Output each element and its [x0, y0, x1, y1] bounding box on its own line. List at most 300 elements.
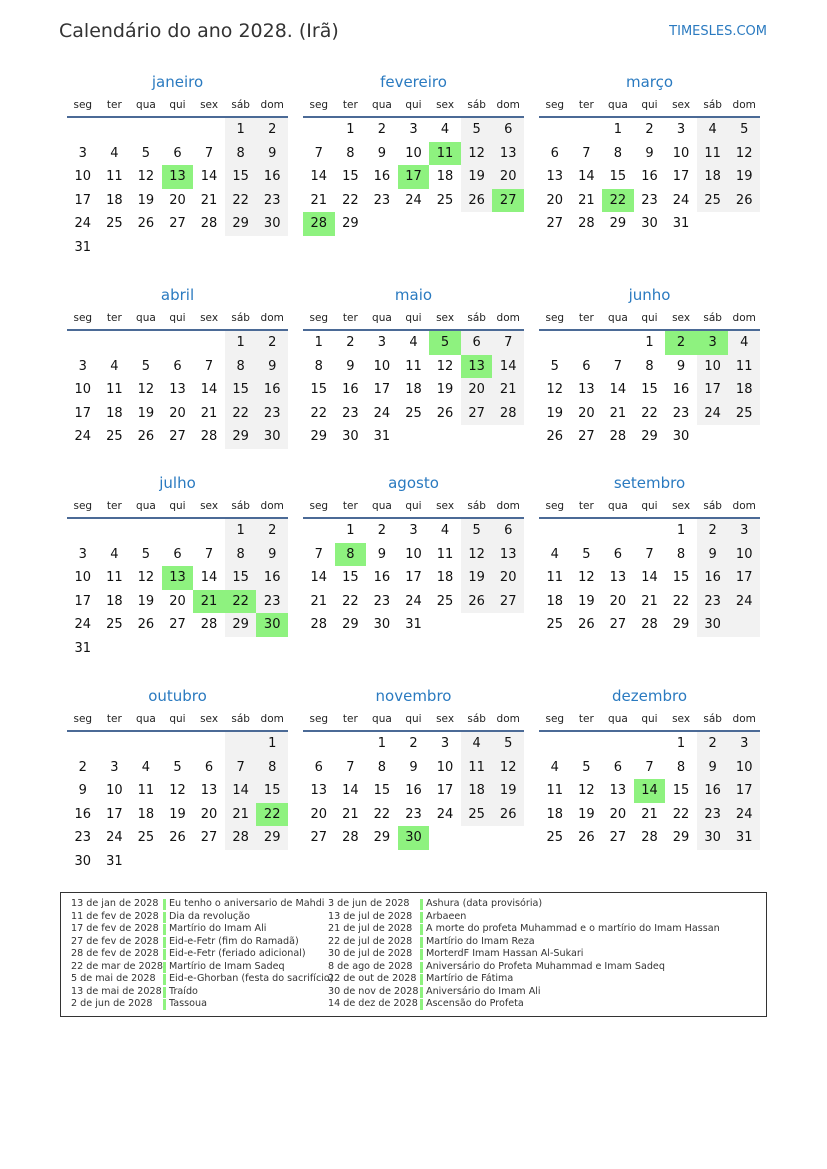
- day-cell[interactable]: 2: [377, 122, 387, 137]
- day-cell[interactable]: 7: [645, 546, 654, 562]
- day-cell[interactable]: 8: [645, 358, 654, 374]
- day-cell[interactable]: 25: [106, 216, 123, 232]
- day-cell[interactable]: 15: [225, 378, 257, 402]
- day-cell[interactable]: 14: [634, 779, 666, 803]
- day-cell[interactable]: 17: [436, 783, 454, 799]
- day-cell[interactable]: 21: [225, 803, 257, 827]
- day-cell[interactable]: 24: [74, 617, 92, 633]
- day-cell[interactable]: 7: [346, 759, 355, 775]
- day-cell[interactable]: 26: [578, 617, 595, 633]
- day-cell[interactable]: 24: [373, 405, 391, 421]
- day-cell[interactable]: 31: [106, 853, 123, 869]
- day-cell[interactable]: 24: [436, 806, 454, 822]
- day-cell[interactable]: 3: [78, 358, 87, 374]
- day-cell[interactable]: 27: [169, 216, 186, 232]
- day-cell[interactable]: 9: [377, 145, 387, 161]
- day-cell[interactable]: 9: [256, 142, 288, 166]
- day-cell[interactable]: 28: [609, 429, 627, 445]
- day-cell[interactable]: 10: [672, 145, 690, 161]
- day-cell[interactable]: 22: [256, 803, 288, 827]
- day-cell[interactable]: 24: [74, 429, 92, 445]
- day-cell[interactable]: 29: [256, 826, 288, 850]
- day-cell[interactable]: 18: [461, 779, 493, 803]
- day-cell[interactable]: 20: [169, 593, 186, 609]
- day-cell[interactable]: 5: [461, 519, 493, 543]
- day-cell[interactable]: 17: [672, 169, 690, 185]
- day-cell[interactable]: 1: [676, 523, 686, 538]
- day-cell[interactable]: 13: [162, 165, 194, 189]
- day-cell[interactable]: 20: [609, 593, 627, 609]
- day-cell[interactable]: 24: [728, 803, 760, 827]
- day-cell[interactable]: 9: [377, 546, 387, 562]
- day-cell[interactable]: 12: [436, 358, 454, 374]
- day-cell[interactable]: 7: [314, 145, 323, 161]
- day-cell[interactable]: 13: [609, 783, 627, 799]
- day-cell[interactable]: 11: [405, 358, 422, 374]
- day-cell[interactable]: 31: [728, 826, 760, 850]
- day-cell[interactable]: 19: [578, 593, 595, 609]
- day-cell[interactable]: 2: [256, 519, 288, 543]
- day-cell[interactable]: 22: [225, 189, 257, 213]
- day-cell[interactable]: 14: [578, 169, 595, 185]
- day-cell[interactable]: 19: [436, 382, 454, 398]
- day-cell[interactable]: 26: [461, 189, 493, 213]
- day-cell[interactable]: 30: [398, 826, 430, 850]
- day-cell[interactable]: 11: [697, 142, 729, 166]
- day-cell[interactable]: 14: [609, 382, 627, 398]
- day-cell[interactable]: 23: [405, 806, 422, 822]
- day-cell[interactable]: 12: [169, 783, 186, 799]
- day-cell[interactable]: 27: [310, 830, 328, 846]
- day-cell[interactable]: 4: [440, 122, 450, 137]
- day-cell[interactable]: 17: [398, 165, 430, 189]
- day-cell[interactable]: 10: [697, 355, 729, 379]
- day-cell[interactable]: 10: [74, 382, 92, 398]
- day-cell[interactable]: 15: [609, 169, 627, 185]
- day-cell[interactable]: 28: [641, 617, 658, 633]
- day-cell[interactable]: 2: [665, 331, 697, 355]
- day-cell[interactable]: 24: [697, 402, 729, 426]
- day-cell[interactable]: 18: [106, 593, 123, 609]
- day-cell[interactable]: 23: [672, 405, 690, 421]
- day-cell[interactable]: 6: [582, 358, 591, 374]
- day-cell[interactable]: 18: [405, 382, 422, 398]
- day-cell[interactable]: 16: [256, 165, 288, 189]
- day-cell[interactable]: 19: [137, 192, 155, 208]
- day-cell[interactable]: 4: [461, 732, 493, 756]
- day-cell[interactable]: 16: [672, 382, 690, 398]
- day-cell[interactable]: 26: [137, 216, 155, 232]
- day-cell[interactable]: 18: [106, 192, 123, 208]
- day-cell[interactable]: 22: [672, 806, 690, 822]
- day-cell[interactable]: 20: [310, 806, 328, 822]
- day-cell[interactable]: 15: [672, 570, 690, 586]
- day-cell[interactable]: 11: [728, 355, 760, 379]
- day-cell[interactable]: 9: [697, 543, 729, 567]
- day-cell[interactable]: 12: [578, 570, 595, 586]
- day-cell[interactable]: 6: [461, 331, 493, 355]
- day-cell[interactable]: 30: [697, 613, 729, 637]
- day-cell[interactable]: 5: [728, 118, 760, 142]
- day-cell[interactable]: 30: [342, 429, 359, 445]
- day-cell[interactable]: 13: [162, 566, 194, 590]
- day-cell[interactable]: 17: [74, 192, 92, 208]
- day-cell[interactable]: 25: [728, 402, 760, 426]
- day-cell[interactable]: 5: [492, 732, 524, 756]
- day-cell[interactable]: 3: [78, 546, 87, 562]
- day-cell[interactable]: 19: [546, 405, 564, 421]
- day-cell[interactable]: 6: [613, 546, 623, 562]
- day-cell[interactable]: 8: [613, 145, 623, 161]
- day-cell[interactable]: 16: [405, 783, 422, 799]
- day-cell[interactable]: 12: [728, 142, 760, 166]
- day-cell[interactable]: 22: [641, 405, 658, 421]
- day-cell[interactable]: 23: [373, 192, 391, 208]
- day-cell[interactable]: 8: [346, 145, 355, 161]
- day-cell[interactable]: 16: [641, 169, 658, 185]
- day-cell[interactable]: 1: [225, 118, 257, 142]
- day-cell[interactable]: 8: [314, 358, 323, 374]
- day-cell[interactable]: 24: [74, 216, 92, 232]
- day-cell[interactable]: 18: [546, 593, 564, 609]
- day-cell[interactable]: 4: [110, 145, 119, 161]
- day-cell[interactable]: 21: [200, 192, 218, 208]
- day-cell[interactable]: 22: [225, 402, 257, 426]
- day-cell[interactable]: 20: [492, 165, 524, 189]
- day-cell[interactable]: 12: [492, 756, 524, 780]
- day-cell[interactable]: 13: [200, 783, 218, 799]
- day-cell[interactable]: 18: [728, 378, 760, 402]
- day-cell[interactable]: 18: [697, 165, 729, 189]
- day-cell[interactable]: 13: [609, 570, 627, 586]
- day-cell[interactable]: 29: [373, 830, 391, 846]
- day-cell[interactable]: 7: [645, 759, 654, 775]
- day-cell[interactable]: 29: [609, 216, 627, 232]
- day-cell[interactable]: 30: [256, 613, 288, 637]
- day-cell[interactable]: 25: [546, 617, 564, 633]
- day-cell[interactable]: 3: [440, 736, 450, 751]
- day-cell[interactable]: 31: [373, 429, 391, 445]
- day-cell[interactable]: 15: [225, 165, 257, 189]
- day-cell[interactable]: 16: [697, 566, 729, 590]
- day-cell[interactable]: 1: [314, 335, 323, 350]
- day-cell[interactable]: 4: [110, 546, 119, 562]
- day-cell[interactable]: 18: [106, 405, 123, 421]
- day-cell[interactable]: 25: [405, 405, 422, 421]
- day-cell[interactable]: 1: [613, 122, 623, 137]
- day-cell[interactable]: 8: [225, 355, 257, 379]
- day-cell[interactable]: 24: [405, 593, 422, 609]
- day-cell[interactable]: 15: [373, 783, 391, 799]
- day-cell[interactable]: 22: [342, 593, 359, 609]
- day-cell[interactable]: 27: [492, 590, 524, 614]
- day-cell[interactable]: 14: [200, 382, 218, 398]
- day-cell[interactable]: 15: [672, 783, 690, 799]
- day-cell[interactable]: 1: [346, 122, 355, 137]
- brand-link[interactable]: TIMESLES.COM: [669, 24, 767, 39]
- day-cell[interactable]: 26: [546, 429, 564, 445]
- day-cell[interactable]: 4: [550, 546, 559, 562]
- day-cell[interactable]: 18: [137, 806, 155, 822]
- day-cell[interactable]: 16: [697, 779, 729, 803]
- day-cell[interactable]: 14: [200, 169, 218, 185]
- day-cell[interactable]: 17: [697, 378, 729, 402]
- day-cell[interactable]: 13: [310, 783, 328, 799]
- day-cell[interactable]: 2: [78, 759, 87, 775]
- day-cell[interactable]: 6: [613, 759, 623, 775]
- day-cell[interactable]: 21: [310, 593, 328, 609]
- day-cell[interactable]: 6: [550, 145, 559, 161]
- day-cell[interactable]: 7: [492, 331, 524, 355]
- day-cell[interactable]: 3: [728, 732, 760, 756]
- day-cell[interactable]: 23: [697, 590, 729, 614]
- day-cell[interactable]: 27: [609, 617, 627, 633]
- day-cell[interactable]: 12: [578, 783, 595, 799]
- day-cell[interactable]: 27: [546, 216, 564, 232]
- day-cell[interactable]: 12: [461, 142, 493, 166]
- day-cell[interactable]: 30: [256, 212, 288, 236]
- day-cell[interactable]: 23: [256, 590, 288, 614]
- day-cell[interactable]: 25: [461, 803, 493, 827]
- day-cell[interactable]: 20: [546, 192, 564, 208]
- day-cell[interactable]: 26: [728, 189, 760, 213]
- day-cell[interactable]: 13: [169, 382, 186, 398]
- day-cell[interactable]: 9: [645, 145, 654, 161]
- day-cell[interactable]: 21: [310, 192, 328, 208]
- day-cell[interactable]: 8: [676, 546, 686, 562]
- day-cell[interactable]: 28: [200, 429, 218, 445]
- day-cell[interactable]: 22: [602, 189, 634, 213]
- day-cell[interactable]: 14: [492, 355, 524, 379]
- day-cell[interactable]: 28: [342, 830, 359, 846]
- day-cell[interactable]: 10: [405, 145, 422, 161]
- day-cell[interactable]: 26: [492, 803, 524, 827]
- day-cell[interactable]: 19: [461, 566, 493, 590]
- day-cell[interactable]: 14: [310, 570, 328, 586]
- day-cell[interactable]: 27: [200, 830, 218, 846]
- day-cell[interactable]: 16: [373, 570, 391, 586]
- day-cell[interactable]: 4: [110, 358, 119, 374]
- day-cell[interactable]: 2: [256, 331, 288, 355]
- day-cell[interactable]: 6: [173, 358, 182, 374]
- day-cell[interactable]: 13: [492, 543, 524, 567]
- day-cell[interactable]: 19: [137, 593, 155, 609]
- day-cell[interactable]: 25: [546, 830, 564, 846]
- day-cell[interactable]: 25: [697, 189, 729, 213]
- day-cell[interactable]: 14: [225, 779, 257, 803]
- day-cell[interactable]: 1: [377, 736, 387, 751]
- day-cell[interactable]: 29: [310, 429, 328, 445]
- day-cell[interactable]: 17: [405, 570, 422, 586]
- day-cell[interactable]: 23: [256, 189, 288, 213]
- day-cell[interactable]: 2: [377, 523, 387, 538]
- day-cell[interactable]: 1: [676, 736, 686, 751]
- day-cell[interactable]: 27: [578, 429, 595, 445]
- day-cell[interactable]: 29: [225, 212, 257, 236]
- day-cell[interactable]: 9: [256, 355, 288, 379]
- day-cell[interactable]: 14: [200, 570, 218, 586]
- day-cell[interactable]: 11: [461, 756, 493, 780]
- day-cell[interactable]: 26: [436, 405, 454, 421]
- day-cell[interactable]: 13: [578, 382, 595, 398]
- day-cell[interactable]: 2: [256, 118, 288, 142]
- day-cell[interactable]: 17: [74, 405, 92, 421]
- day-cell[interactable]: 30: [256, 425, 288, 449]
- day-cell[interactable]: 26: [169, 830, 186, 846]
- day-cell[interactable]: 11: [546, 783, 564, 799]
- day-cell[interactable]: 27: [169, 429, 186, 445]
- day-cell[interactable]: 23: [641, 192, 658, 208]
- day-cell[interactable]: 6: [173, 145, 182, 161]
- day-cell[interactable]: 12: [461, 543, 493, 567]
- day-cell[interactable]: 26: [137, 617, 155, 633]
- day-cell[interactable]: 16: [74, 806, 92, 822]
- day-cell[interactable]: 14: [641, 570, 658, 586]
- day-cell[interactable]: 31: [74, 239, 92, 255]
- day-cell[interactable]: 20: [169, 192, 186, 208]
- day-cell[interactable]: 31: [74, 640, 92, 656]
- day-cell[interactable]: 4: [409, 335, 418, 350]
- day-cell[interactable]: 20: [200, 806, 218, 822]
- day-cell[interactable]: 23: [697, 803, 729, 827]
- day-cell[interactable]: 28: [578, 216, 595, 232]
- day-cell[interactable]: 2: [645, 122, 654, 137]
- day-cell[interactable]: 29: [672, 830, 690, 846]
- day-cell[interactable]: 20: [492, 566, 524, 590]
- day-cell[interactable]: 28: [200, 617, 218, 633]
- day-cell[interactable]: 30: [641, 216, 658, 232]
- day-cell[interactable]: 23: [256, 402, 288, 426]
- day-cell[interactable]: 13: [492, 142, 524, 166]
- day-cell[interactable]: 19: [461, 165, 493, 189]
- day-cell[interactable]: 16: [256, 378, 288, 402]
- day-cell[interactable]: 6: [173, 546, 182, 562]
- day-cell[interactable]: 8: [225, 142, 257, 166]
- day-cell[interactable]: 4: [440, 523, 450, 538]
- day-cell[interactable]: 28: [200, 216, 218, 232]
- day-cell[interactable]: 31: [405, 617, 422, 633]
- day-cell[interactable]: 7: [204, 358, 214, 374]
- day-cell[interactable]: 28: [641, 830, 658, 846]
- day-cell[interactable]: 21: [641, 593, 658, 609]
- day-cell[interactable]: 15: [310, 382, 328, 398]
- day-cell[interactable]: 10: [74, 570, 92, 586]
- day-cell[interactable]: 1: [256, 732, 288, 756]
- day-cell[interactable]: 21: [200, 405, 218, 421]
- day-cell[interactable]: 30: [672, 429, 690, 445]
- day-cell[interactable]: 3: [728, 519, 760, 543]
- day-cell[interactable]: 26: [578, 830, 595, 846]
- day-cell[interactable]: 25: [106, 617, 123, 633]
- day-cell[interactable]: 20: [461, 378, 493, 402]
- day-cell[interactable]: 20: [169, 405, 186, 421]
- day-cell[interactable]: 2: [697, 519, 729, 543]
- day-cell[interactable]: 30: [697, 826, 729, 850]
- day-cell[interactable]: 9: [78, 783, 87, 799]
- day-cell[interactable]: 11: [106, 382, 123, 398]
- day-cell[interactable]: 17: [74, 593, 92, 609]
- day-cell[interactable]: 7: [582, 145, 591, 161]
- day-cell[interactable]: 1: [225, 331, 257, 355]
- day-cell[interactable]: 15: [225, 566, 257, 590]
- day-cell[interactable]: 21: [342, 806, 359, 822]
- day-cell[interactable]: 16: [256, 566, 288, 590]
- day-cell[interactable]: 21: [578, 192, 595, 208]
- day-cell[interactable]: 28: [225, 826, 257, 850]
- day-cell[interactable]: 22: [373, 806, 391, 822]
- day-cell[interactable]: 22: [342, 192, 359, 208]
- day-cell[interactable]: 5: [141, 358, 151, 374]
- day-cell[interactable]: 17: [728, 566, 760, 590]
- day-cell[interactable]: 16: [373, 169, 391, 185]
- day-cell[interactable]: 21: [641, 806, 658, 822]
- day-cell[interactable]: 11: [546, 570, 564, 586]
- day-cell[interactable]: 9: [697, 756, 729, 780]
- day-cell[interactable]: 1: [645, 335, 654, 350]
- day-cell[interactable]: 2: [409, 736, 418, 751]
- day-cell[interactable]: 8: [256, 756, 288, 780]
- day-cell[interactable]: 11: [106, 169, 123, 185]
- day-cell[interactable]: 10: [373, 358, 391, 374]
- day-cell[interactable]: 3: [676, 122, 686, 137]
- day-cell[interactable]: 5: [582, 759, 591, 775]
- day-cell[interactable]: 18: [436, 169, 454, 185]
- day-cell[interactable]: 13: [546, 169, 564, 185]
- day-cell[interactable]: 9: [346, 358, 355, 374]
- day-cell[interactable]: 3: [377, 335, 387, 350]
- day-cell[interactable]: 12: [137, 382, 155, 398]
- day-cell[interactable]: 15: [641, 382, 658, 398]
- day-cell[interactable]: 29: [342, 617, 359, 633]
- day-cell[interactable]: 8: [377, 759, 387, 775]
- day-cell[interactable]: 25: [436, 192, 454, 208]
- day-cell[interactable]: 11: [436, 546, 454, 562]
- day-cell[interactable]: 12: [137, 169, 155, 185]
- day-cell[interactable]: 12: [137, 570, 155, 586]
- day-cell[interactable]: 19: [169, 806, 186, 822]
- day-cell[interactable]: 26: [461, 590, 493, 614]
- day-cell[interactable]: 9: [256, 543, 288, 567]
- day-cell[interactable]: 3: [409, 523, 418, 538]
- day-cell[interactable]: 10: [106, 783, 123, 799]
- day-cell[interactable]: 30: [373, 617, 391, 633]
- day-cell[interactable]: 4: [550, 759, 559, 775]
- day-cell[interactable]: 5: [461, 118, 493, 142]
- day-cell[interactable]: 3: [78, 145, 87, 161]
- day-cell[interactable]: 5: [429, 331, 461, 355]
- day-cell[interactable]: 13: [461, 355, 493, 379]
- day-cell[interactable]: 7: [225, 756, 257, 780]
- day-cell[interactable]: 27: [609, 830, 627, 846]
- day-cell[interactable]: 6: [492, 519, 524, 543]
- day-cell[interactable]: 4: [697, 118, 729, 142]
- day-cell[interactable]: 29: [225, 425, 257, 449]
- day-cell[interactable]: 7: [314, 546, 323, 562]
- day-cell[interactable]: 18: [436, 570, 454, 586]
- day-cell[interactable]: 8: [225, 543, 257, 567]
- day-cell[interactable]: 7: [613, 358, 623, 374]
- day-cell[interactable]: 22: [672, 593, 690, 609]
- day-cell[interactable]: 3: [110, 759, 119, 775]
- day-cell[interactable]: 19: [728, 165, 760, 189]
- day-cell[interactable]: 5: [582, 546, 591, 562]
- day-cell[interactable]: 17: [373, 382, 391, 398]
- day-cell[interactable]: 27: [169, 617, 186, 633]
- day-cell[interactable]: 8: [676, 759, 686, 775]
- day-cell[interactable]: 24: [672, 192, 690, 208]
- day-cell[interactable]: 24: [728, 590, 760, 614]
- day-cell[interactable]: 7: [204, 145, 214, 161]
